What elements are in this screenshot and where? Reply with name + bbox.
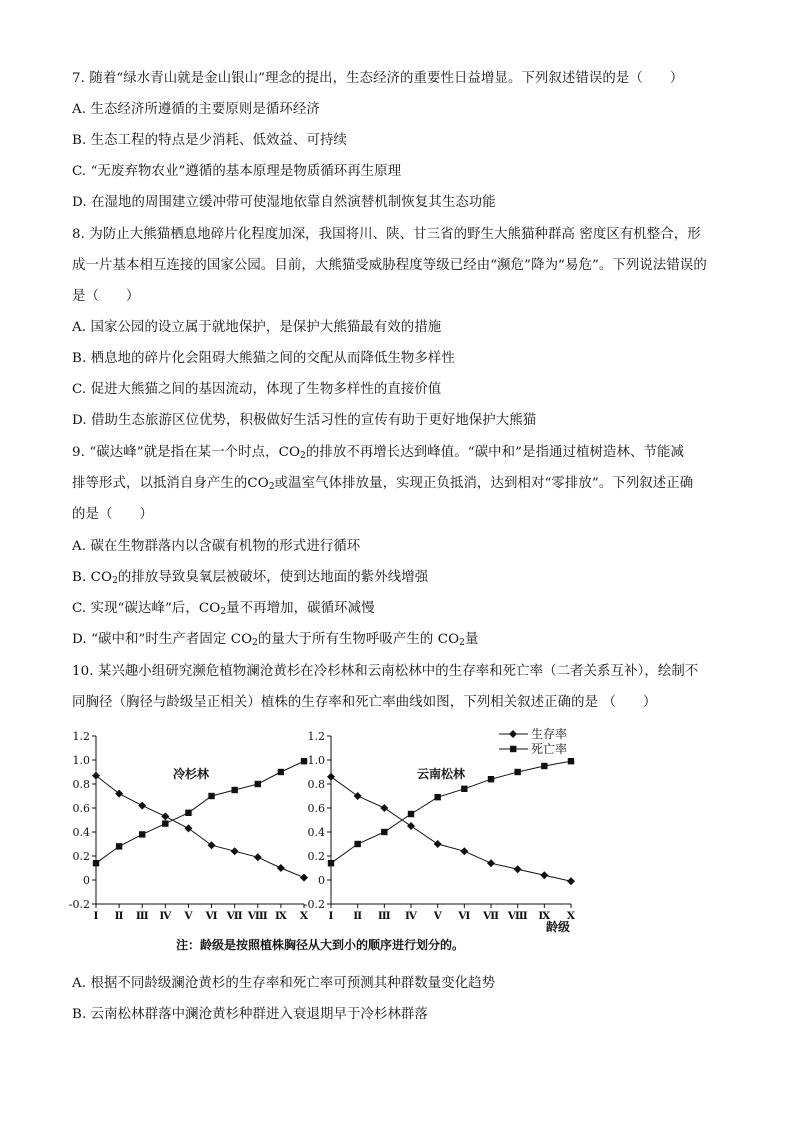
figure-note: 注：龄级是按照植株胸径从大到小的顺序进行划分的。 — [176, 938, 465, 952]
x-axis-label: 龄级 — [546, 920, 571, 934]
q9-stem-line2-a: 排等形式，以抵消自身产生的CO — [72, 476, 269, 491]
death-rate-point — [514, 769, 520, 775]
q9-option-c — [72, 597, 375, 617]
q9-option-b-b: 的排放导致臭氧层被破坏，使到达地面的紫外线增强 — [117, 570, 429, 585]
q9-stem-line2-b: 或温室气体排放量，实现正负抵消，达到相对“零排放”。下列叙述正确 — [274, 476, 694, 491]
survival-rate-point — [487, 859, 495, 867]
x-tick-label: Ⅱ — [353, 910, 363, 922]
q9-stem-line3: 的是（ ） — [72, 507, 153, 522]
q8-stem-line3: 是（ ） — [72, 289, 140, 304]
q8-option-b: B. 栖息地的碎片化会阻碍大熊猫之间的交配从而降低生物多样性 — [72, 351, 455, 366]
subscript: 2 — [252, 638, 258, 648]
survival-rate-point — [380, 804, 388, 812]
y-tick-label: 1.0 — [72, 754, 90, 767]
y-tick-label: 1.0 — [307, 754, 325, 767]
q7-option-a: A. 生态经济所遵循的主要原则是循环经济 — [72, 102, 320, 117]
x-tick-label: Ⅰ — [93, 910, 99, 922]
x-tick-label: Ⅷ — [247, 910, 268, 922]
q9-option-c-b: 量不再增加，碳循环减慢 — [226, 601, 375, 616]
survival-rate-point — [327, 773, 335, 781]
y-tick-label: 0.8 — [72, 778, 90, 791]
death-rate-point — [381, 829, 387, 835]
survival-rate-point — [231, 847, 239, 855]
q10-option-a: A. 根据不同龄级澜沧黄杉的生存率和死亡率可预测其种群数量变化趋势 — [72, 976, 496, 991]
death-rate-point — [162, 820, 168, 826]
q9-option-d-c: 量 — [465, 632, 479, 647]
q9-option-b — [72, 566, 428, 586]
death-rate-point — [139, 831, 145, 837]
panel-title: 云南松林 — [416, 767, 466, 781]
y-tick-label: -0.2 — [303, 898, 325, 911]
figure-charts — [66, 724, 586, 964]
x-tick-label: Ⅸ — [538, 910, 551, 922]
legend-death-label: 死亡率 — [531, 742, 568, 756]
survival-rate-point — [460, 847, 468, 855]
y-tick-label: 0.6 — [72, 802, 90, 815]
death-rate-point — [328, 860, 334, 866]
survival-rate-line — [331, 777, 571, 881]
death-rate-point — [301, 758, 307, 764]
q9-option-c-a: C. 实现“碳达峰”后，CO — [72, 601, 221, 616]
q8-option-a: A. 国家公园的设立属于就地保护，是保护大熊猫最有效的措施 — [72, 320, 442, 335]
x-tick-label: Ⅹ — [299, 910, 309, 922]
legend-survival-label: 生存率 — [531, 727, 568, 741]
y-tick-label: 1.2 — [72, 730, 90, 743]
q9-option-d-b: 的量大于所有生物呼吸产生的 CO — [258, 632, 460, 647]
survival-rate-point — [300, 874, 308, 882]
death-rate-point — [488, 776, 494, 782]
q9-option-b-a: B. CO — [72, 570, 113, 585]
subscript: 2 — [459, 638, 465, 648]
y-tick-label: 1.2 — [307, 730, 325, 743]
q7-option-c: C. “无废弃物农业”遵循的基本原理是物质循环再生原理 — [72, 164, 402, 179]
q7-option-b: B. 生态工程的特点是少消耗、低效益、可持续 — [72, 133, 347, 148]
x-tick-label: Ⅲ — [377, 910, 391, 922]
death-rate-point — [278, 769, 284, 775]
x-tick-label: Ⅱ — [114, 910, 124, 922]
q10-option-b: B. 云南松林群落中澜沧黄杉种群进入衰退期早于冷杉林群落 — [72, 1007, 428, 1022]
survival-rate-point — [254, 853, 262, 861]
death-rate-point — [354, 841, 360, 847]
q7-stem: 7. 随着“绿水青山就是金山银山”理念的提出，生态经济的重要性日益增显。下列叙述错误的是（ ） — [72, 71, 684, 86]
panel-title: 冷杉林 — [172, 767, 210, 781]
survival-rate-point — [514, 865, 522, 873]
q8-stem-line2: 成一片基本相互连接的国家公园。目前，大熊猫受威胁程度等级已经由“濒危”降为“易危”。下列说法错误的 — [72, 258, 707, 273]
q7-option-d: D. 在湿地的周围建立缓冲带可使湿地依靠自然演替机制恢复其生态功能 — [72, 195, 496, 210]
q9-option-d — [72, 628, 479, 648]
q9-stem-line1-b: 的排放不再增长达到峰值。“碳中和”是指通过植树造林、节能减 — [305, 445, 684, 460]
q10-stem-line2: 同胸径（胸径与龄级呈正相关）植株的生存率和死亡率曲线如图，下列相关叙述正确的是 （ ） — [72, 695, 657, 710]
death-rate-point — [434, 794, 440, 800]
y-tick-label: 0.4 — [72, 826, 90, 839]
death-rate-point — [208, 793, 214, 799]
subscript: 2 — [112, 576, 118, 586]
subscript: 2 — [300, 451, 306, 461]
survival-rate-point — [161, 812, 169, 820]
x-tick-label: Ⅶ — [226, 910, 243, 922]
y-tick-label: 0.8 — [307, 778, 325, 791]
death-rate-point — [93, 860, 99, 866]
survival-rate-point — [434, 840, 442, 848]
q9-stem-line1-a: 9. “碳达峰”就是指在某一个时点，CO — [72, 445, 301, 460]
survival-rate-point — [277, 864, 285, 872]
q9-option-d-a: D. “碳中和”时生产者固定 CO — [72, 632, 253, 647]
y-tick-label: 0 — [83, 874, 90, 887]
survival-rate-point — [540, 871, 548, 879]
subscript: 2 — [268, 482, 275, 492]
x-tick-label: Ⅹ — [566, 910, 576, 922]
survival-rate-point — [138, 802, 146, 810]
legend-survival-marker — [509, 730, 517, 738]
x-tick-label: Ⅷ — [507, 910, 528, 922]
q9-stem-line1 — [72, 441, 684, 461]
y-tick-label: -0.2 — [68, 898, 90, 911]
y-tick-label: 0.6 — [307, 802, 325, 815]
x-tick-label: Ⅴ — [433, 910, 442, 922]
survival-death-chart — [66, 724, 586, 964]
x-tick-label: Ⅰ — [328, 910, 334, 922]
q9-stem-line2 — [72, 472, 693, 492]
y-tick-label: 0.4 — [307, 826, 325, 839]
death-rate-point — [231, 787, 237, 793]
q8-stem-line1: 8. 为防止大熊猫栖息地碎片化程度加深，我国将川、陕、甘三省的野生大熊猫种群高 密度区有机整合，形 — [72, 227, 701, 242]
death-rate-point — [255, 781, 261, 787]
x-tick-label: Ⅵ — [458, 910, 471, 922]
survival-rate-line — [96, 776, 304, 878]
survival-rate-point — [567, 877, 575, 885]
survival-rate-point — [354, 792, 362, 800]
x-tick-label: Ⅶ — [482, 910, 500, 922]
q8-option-d: D. 借助生态旅游区位优势，积极做好生活习性的宣传有助于更好地保护大熊猫 — [72, 413, 537, 428]
q8-option-c: C. 促进大熊猫之间的基因流动，体现了生物多样性的直接价值 — [72, 382, 442, 397]
x-tick-label: Ⅳ — [405, 910, 417, 922]
survival-rate-point — [184, 824, 192, 832]
q9-option-a: A. 碳在生物群落内以含碳有机物的形式进行循环 — [72, 539, 361, 554]
subscript: 2 — [220, 607, 227, 617]
y-tick-label: 0 — [318, 874, 325, 887]
legend-death-marker — [510, 746, 516, 752]
death-rate-point — [568, 758, 574, 764]
death-rate-point — [461, 786, 467, 792]
x-tick-label: Ⅵ — [205, 910, 218, 922]
x-tick-label: Ⅴ — [184, 910, 193, 922]
death-rate-point — [185, 810, 191, 816]
death-rate-point — [408, 811, 414, 817]
death-rate-point — [541, 763, 547, 769]
survival-rate-point — [407, 822, 415, 830]
survival-rate-point — [208, 841, 216, 849]
death-rate-point — [116, 843, 122, 849]
y-tick-label: 0.2 — [307, 850, 325, 863]
x-tick-label: Ⅸ — [274, 910, 287, 922]
q10-stem-line1: 10. 某兴趣小组研究濒危植物澜沧黄杉在冷杉林和云南松林中的生存率和死亡率（二者关系互补），绘制不 — [72, 664, 699, 679]
y-tick-label: 0.2 — [72, 850, 90, 863]
x-tick-label: Ⅳ — [159, 910, 172, 922]
x-tick-label: Ⅲ — [135, 910, 149, 922]
